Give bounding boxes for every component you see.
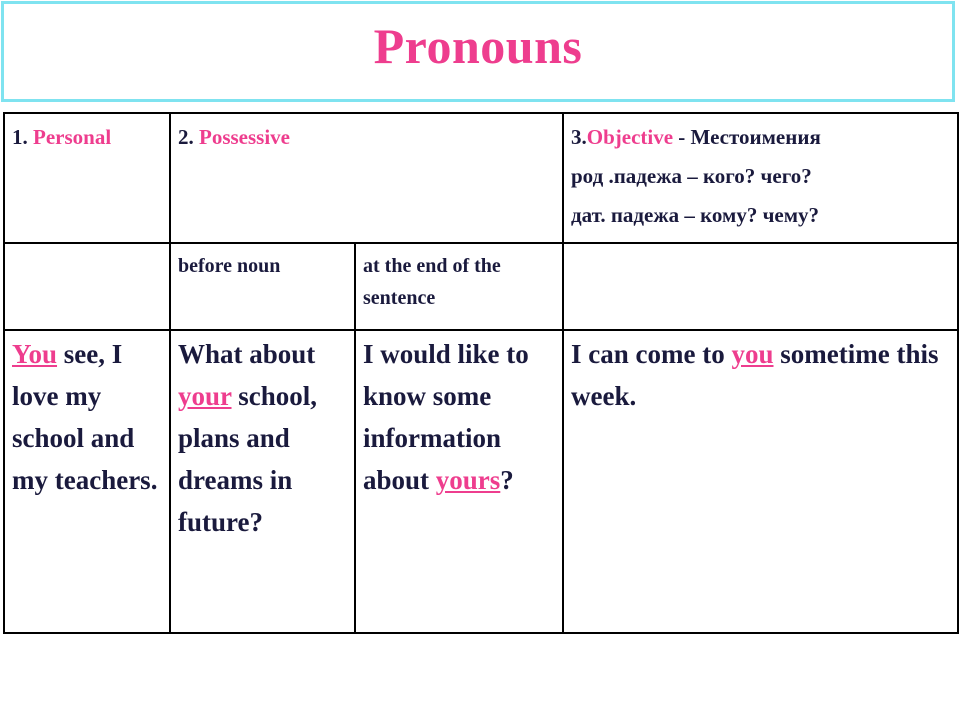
header-objective-label: Objective: [586, 125, 674, 149]
example-end-of-sentence: I would like to know some information about yours?: [355, 330, 563, 633]
header-personal-num: 1.: [12, 125, 28, 149]
header-personal: [4, 113, 170, 243]
highlight-yours: yours: [435, 465, 501, 495]
header-objective: [563, 113, 958, 243]
title-box: [1, 1, 955, 102]
header-objective-genitive: род .падежа – кого? чего?: [571, 164, 812, 188]
example-before-noun: What about your school, plans and dreams in future?: [170, 330, 355, 633]
page-title: Pronouns: [373, 17, 583, 74]
subheader-empty-2: [563, 243, 958, 330]
header-personal-label: Personal: [33, 125, 112, 149]
example-personal: You see, I love my school and my teachers.: [4, 330, 170, 633]
header-objective-dative: дат. падежа – кому? чему?: [571, 203, 820, 227]
header-objective-num: 3.: [571, 125, 587, 149]
example-objective: I can come to you sometime this week.: [563, 330, 958, 633]
highlight-you: You: [12, 339, 58, 369]
header-possessive-num: 2.: [178, 125, 194, 149]
header-possessive-label: Possessive: [199, 125, 290, 149]
highlight-you-objective: you: [731, 339, 774, 369]
header-possessive: [170, 113, 563, 243]
highlight-your: your: [178, 381, 232, 411]
examples-row: [4, 330, 958, 633]
header-objective-title: - Местоимения: [673, 125, 821, 149]
header-row: [4, 113, 958, 243]
subheader-row: [4, 243, 958, 330]
subheader-before-noun: before noun: [170, 243, 355, 330]
subheader-end-of-sentence: at the end of the sentence: [355, 243, 563, 330]
pronouns-table: [3, 112, 959, 634]
subheader-empty-1: [4, 243, 170, 330]
